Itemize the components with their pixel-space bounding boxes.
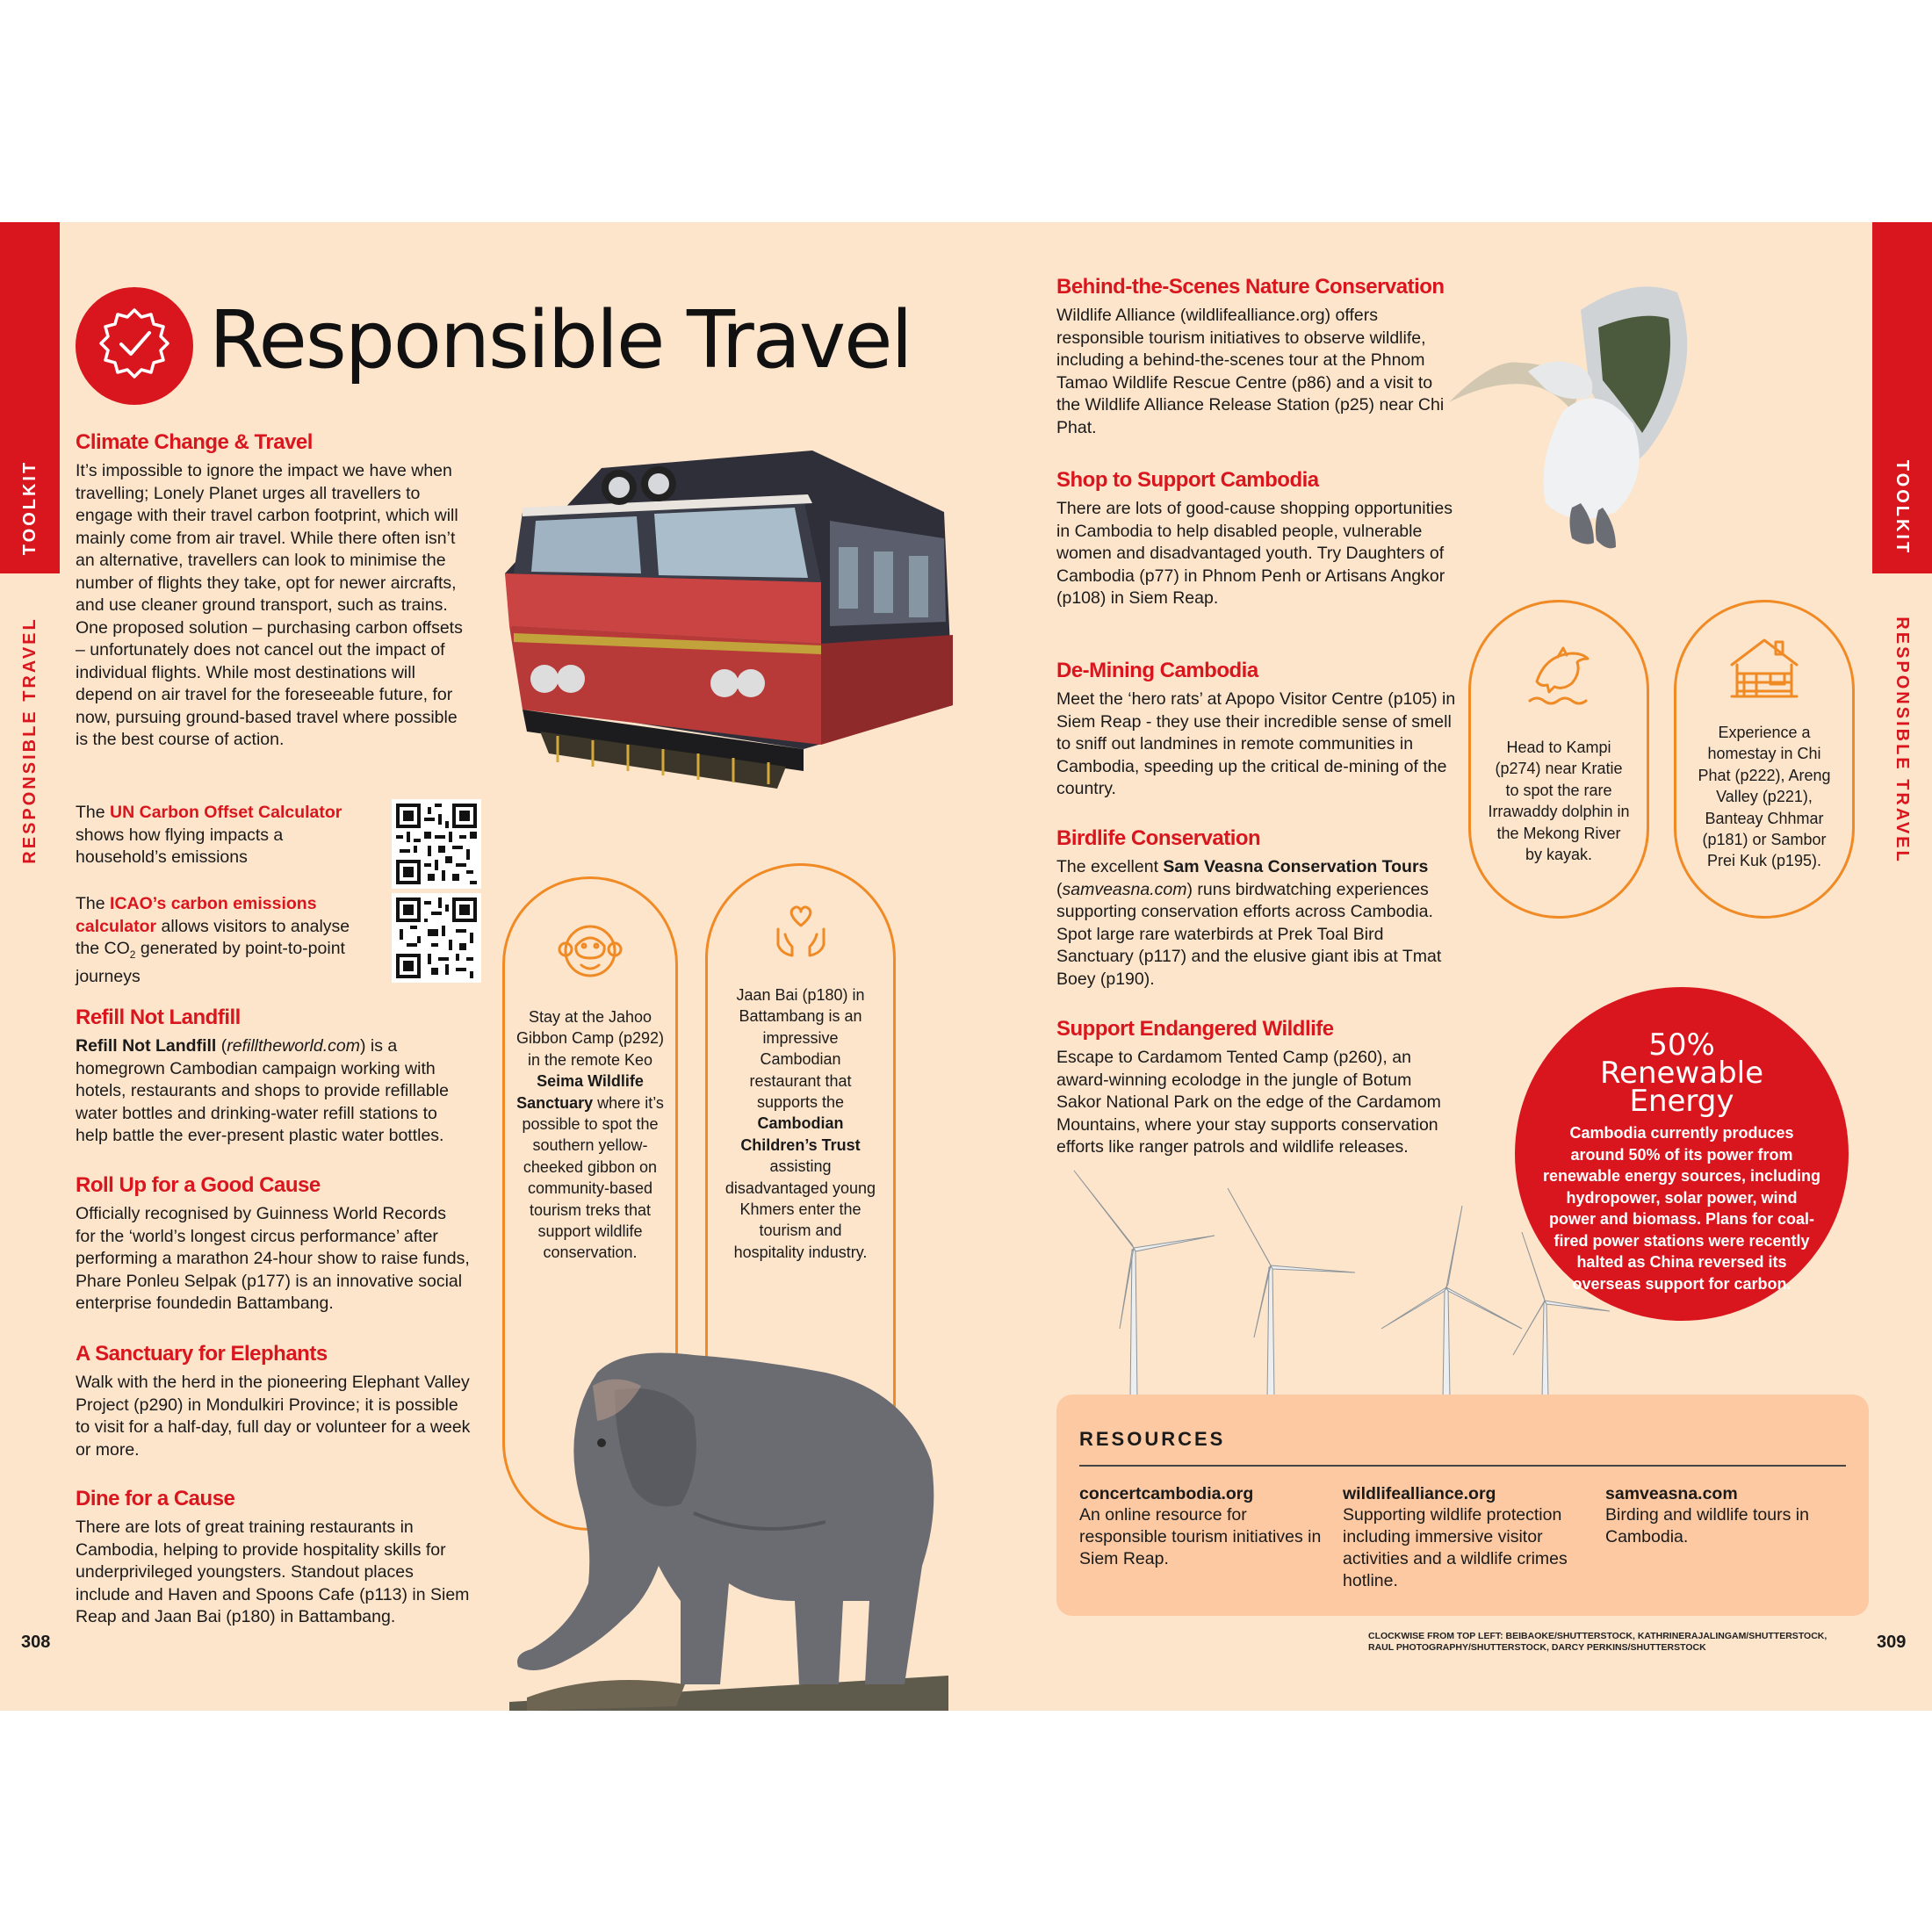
endangered-section xyxy=(1056,1017,1460,1159)
dine-heading: Dine for a Cause xyxy=(76,1487,235,1510)
dine-section xyxy=(76,1487,471,1629)
resource-desc: An online resource for responsible tourism initiatives in Siem Reap. xyxy=(1079,1505,1322,1568)
page-number-right: 309 xyxy=(1877,1633,1907,1652)
resource-link[interactable]: concertcambodia.org xyxy=(1079,1484,1254,1503)
icao-calculator-note xyxy=(76,893,374,989)
renewable-energy-callout xyxy=(1515,987,1849,1321)
roll-up-body: Officially recognised by Guinness World Records for the ‘world’s longest circus performance’ after performing a marathon 24-hour show to raise funds, Phare Ponleu Selpak (p177) is an innovative social enterprise foundedin Battambang. xyxy=(76,1204,470,1313)
behind-scenes-section xyxy=(1056,275,1460,439)
pill-jaan-bold: Cambodian Children’s Trust xyxy=(740,1114,861,1154)
birdlife-body xyxy=(1056,856,1460,991)
renewable-stat: 50% xyxy=(1648,1027,1715,1063)
birdlife-url[interactable]: samveasna.com xyxy=(1062,879,1187,899)
birdlife-section xyxy=(1056,826,1460,991)
shop-heading: Shop to Support Cambodia xyxy=(1056,468,1319,492)
un-calculator-link[interactable]: UN Carbon Offset Calculator xyxy=(110,803,342,822)
pill-homestay xyxy=(1674,600,1855,919)
pill-gibbon-pre: Stay at the Jahoo Gibbon Camp (p292) in the remote Keo xyxy=(515,1008,665,1069)
pill-dolphin xyxy=(1468,600,1649,919)
birdlife-bold: Sam Veasna Conservation Tours xyxy=(1163,857,1429,876)
shop-body: There are lots of good-cause shopping opportunities in Cambodia to help disabled people, vulnerable women and disadvantaged youth. Try Daughters of Cambodia (p77) in Phnom Penh or Artisans Angkor (p108) in Siem Reap. xyxy=(1056,499,1453,608)
roll-up-heading: Roll Up for a Good Cause xyxy=(76,1173,321,1197)
co2-subscript: 2 xyxy=(129,948,136,961)
page-title: Responsible Travel xyxy=(209,294,912,386)
page-number-left: 308 xyxy=(21,1633,51,1652)
elephant-photo xyxy=(492,1337,966,1711)
elephants-section xyxy=(76,1342,471,1461)
tab-toolkit-label: TOOLKIT xyxy=(20,459,40,556)
refill-body xyxy=(76,1035,471,1148)
qr-code-icon[interactable] xyxy=(392,799,481,889)
pill-gibbon-post: where it’s possible to spot the southern yellow-cheeked gibbon on community-based tourism treks that support wildlife conservation. xyxy=(522,1093,664,1262)
elephants-body: Walk with the herd in the pioneering Elephant Valley Project (p290) in Mondulkiri Province; it is possible to visit for a half-day, full day or volunteer for a week or more. xyxy=(76,1373,471,1460)
refill-paren: ( xyxy=(216,1036,227,1056)
refill-heading: Refill Not Landfill xyxy=(76,1006,241,1029)
un-calculator-note xyxy=(76,802,365,869)
birdlife-heading: Birdlife Conservation xyxy=(1056,826,1261,850)
refill-bold: Refill Not Landfill xyxy=(76,1036,217,1056)
pill-jaan-post: assisting disadvantaged young Khmers enter the tourism and hospitality industry. xyxy=(724,1157,876,1261)
un-calc-post: shows how flying impacts a household’s emissions xyxy=(76,825,284,867)
pill-jaan-pre: Jaan Bai (p180) in Battambang is an impressive Cambodian restaurant that supports the xyxy=(736,986,865,1112)
shop-section xyxy=(1056,468,1460,610)
endangered-heading: Support Endangered Wildlife xyxy=(1056,1017,1334,1041)
left-side-tab xyxy=(0,222,60,1711)
behind-scenes-body: Wildlife Alliance (wildlifealliance.org) offers responsible tourism initiatives to observe wildlife, including a behind-the-scenes tour at the Phnom Tamao Wildlife Rescue Centre (p86) and a visit to the Wildlife Alliance Release Station (p25) near Chi Phat. xyxy=(1056,306,1445,437)
magazine-spread xyxy=(0,222,1932,1711)
pelican-photo xyxy=(1440,257,1704,609)
resource-desc: Supporting wildlife protection including immersive visitor activities and a wildlife crimes hotline. xyxy=(1343,1505,1568,1590)
credits-line-1: CLOCKWISE FROM TOP LEFT: BEIBAOKE/SHUTTERSTOCK, KATHRINERAJALINGAM/SHUTTERSTOCK, xyxy=(1368,1631,1827,1641)
photo-credits xyxy=(1368,1631,1860,1654)
train-photo xyxy=(487,415,979,793)
resource-link[interactable]: samveasna.com xyxy=(1605,1484,1738,1503)
heart-hands-icon xyxy=(708,892,893,967)
refill-rest: ) is a homegrown Cambodian campaign working with hotels, restaurants and shops to provide refillable water bottles and drinking-water refill stations to help battle the ever-present plastic water bottles. xyxy=(76,1036,449,1145)
dolphin-icon xyxy=(1471,638,1647,721)
climate-body: It’s impossible to ignore the impact we have when travelling; Lonely Planet urges all travellers to engage with their travel carbon footprint, which will mainly come from air travel. While there often isn’t an alternative, travellers can look to minimise the number of flights they take, opt for newer aircrafts, and use cleaner ground transport, such as trains. One proposed solution – purchasing carbon offsets – unfortunately does not cancel out the impact of individual flights. While most destinations will depend on air travel for the foreseeable future, for now, pursuing ground-based travel where possible is the best course of action. xyxy=(76,461,463,749)
resources-box xyxy=(1056,1395,1869,1616)
monkey-icon xyxy=(505,914,675,989)
resources-title: RESOURCES xyxy=(1079,1428,1226,1450)
pill-homestay-text: Experience a homestay in Chi Phat (p222), Areng Valley (p221), Banteay Chhmar (p181) or Sambor Prei Kuk (p195). xyxy=(1698,724,1831,870)
resource-item xyxy=(1079,1483,1325,1570)
resource-item xyxy=(1343,1483,1589,1592)
qr-code-icon[interactable] xyxy=(392,893,481,983)
right-side-tab xyxy=(1872,222,1932,1711)
demining-heading: De-Mining Cambodia xyxy=(1056,659,1258,682)
tab-toolkit-label: TOOLKIT xyxy=(1892,459,1912,556)
demining-section xyxy=(1056,659,1460,801)
resource-link[interactable]: wildlifealliance.org xyxy=(1343,1484,1496,1503)
icao-calculator-link[interactable]: ICAO’s carbon emissions calculator xyxy=(76,894,317,936)
icao-calc-post: generated by point-to-point journeys xyxy=(76,939,345,987)
tab-section-label: RESPONSIBLE TRAVEL xyxy=(1892,616,1912,864)
elephants-heading: A Sanctuary for Elephants xyxy=(76,1342,328,1366)
demining-body: Meet the ‘hero rats’ at Apopo Visitor Centre (p105) in Siem Reap - they use their incredible sense of smell to sniff out landmines in remote communities in Cambodia, speeding up the critical de-mining of the country. xyxy=(1056,689,1456,798)
pill-gibbon-bold: Seima Wildlife Sanctuary xyxy=(516,1072,644,1112)
renewable-body: Cambodia currently produces around 50% of its power from renewable energy sources, including hydropower, solar power, wind power and biomass. Plans for coal-fired power stations were recently halted as China reversed its overseas support for carbon. xyxy=(1542,1124,1821,1293)
resource-desc: Birding and wildlife tours in Cambodia. xyxy=(1605,1505,1809,1546)
refill-url[interactable]: refilltheworld.com xyxy=(227,1036,360,1056)
endangered-body: Escape to Cardamom Tented Camp (p260), an award-winning ecolodge in the jungle of Botum Sakor National Park on the edge of the Cardamom Mountains, where your stay supports conservation efforts like ranger patrols and wildlife releases. xyxy=(1056,1048,1441,1157)
birdlife-pre: The excellent xyxy=(1056,857,1164,876)
birdlife-rest: ) runs birdwatching experiences supporting conservation efforts across Cambodia. Spot large rare waterbirds at Prek Toal Bird Sanctuary (p117) and the elusive giant ibis at Tmat Boey (p190). xyxy=(1056,879,1442,989)
renewable-line1: Renewable xyxy=(1599,1056,1764,1091)
roll-up-section xyxy=(76,1173,471,1316)
dine-body: There are lots of great training restaurants in Cambodia, helping to provide hospitality skills for underprivileged youngsters. Standout places include and Haven and Spoons Cafe (p113) in Siem Reap and Jaan Bai (p180) in Battambang. xyxy=(76,1517,470,1626)
cabin-icon xyxy=(1676,633,1852,708)
un-calc-pre: The xyxy=(76,803,111,822)
pill-jaan-text xyxy=(708,984,893,1263)
climate-heading: Climate Change & Travel xyxy=(76,430,313,454)
tab-section-label: RESPONSIBLE TRAVEL xyxy=(20,616,40,864)
credits-line-2: RAUL PHOTOGRAPHY/SHUTTERSTOCK, DARCY PERKINS/SHUTTERSTOCK xyxy=(1368,1642,1706,1653)
icao-calc-pre: The xyxy=(76,894,111,913)
resource-item xyxy=(1605,1483,1842,1548)
behind-scenes-heading: Behind-the-Scenes Nature Conservation xyxy=(1056,275,1445,299)
renewable-line2: Energy xyxy=(1629,1084,1734,1119)
pill-dolphin-text: Head to Kampi (p274) near Kratie to spot the rare Irrawaddy dolphin in the Mekong River by kayak. xyxy=(1488,739,1630,864)
icao-calc-mid: allows visitors to analyse the CO xyxy=(76,916,350,958)
climate-section xyxy=(76,430,471,752)
birdlife-paren: ( xyxy=(1056,879,1063,899)
resources-divider xyxy=(1079,1465,1846,1467)
pill-gibbon-text xyxy=(505,1006,675,1264)
refill-section xyxy=(76,1006,471,1148)
badge-check-icon xyxy=(76,287,193,405)
